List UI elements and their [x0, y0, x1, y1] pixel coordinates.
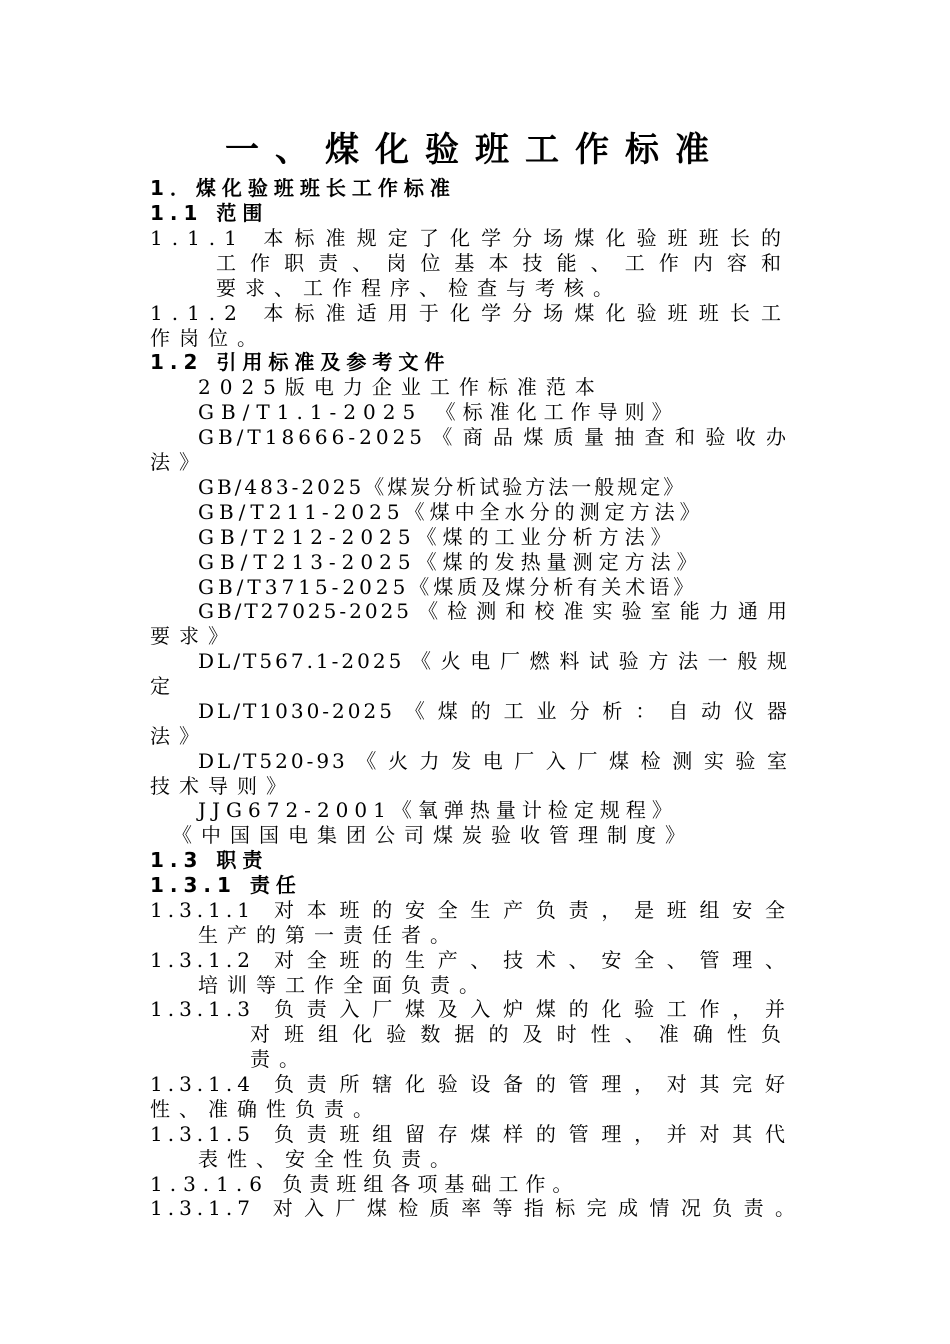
reference-item: 《中国国电集团公司煤炭验收管理制度》: [172, 823, 694, 847]
document-title: 一、煤化验班工作标准: [225, 130, 725, 170]
reference-item: GB/T27025-2025《检测和校准实验室能力通用: [198, 599, 790, 623]
section-heading-1-1: 1.1 范围: [150, 201, 269, 225]
reference-item: DL/T1030-2025《煤的工业分析：自动仪器: [198, 699, 790, 723]
paragraph-line: 要求、工作程序、检查与考核。: [216, 276, 622, 300]
reference-item: GB/483-2025《煤炭分析试验方法一般规定》: [198, 475, 687, 499]
paragraph-line: 工作职责、岗位基本技能、工作内容和: [216, 251, 790, 275]
reference-item: 定: [150, 674, 179, 698]
reference-item: DL/T567.1-2025《火电厂燃料试验方法一般规: [198, 649, 790, 673]
reference-item: GB/T211-2025《煤中全水分的测定方法》: [198, 500, 705, 524]
paragraph-line: 1.3.1.2 对全班的生产、技术、安全、管理、: [150, 948, 790, 972]
paragraph-line: 生产的第一责任者。: [198, 923, 459, 947]
paragraph-line: 1.1.1 本标准规定了化学分场煤化验班班长的: [150, 226, 790, 250]
paragraph-line: 培训等工作全面负责。: [198, 973, 488, 997]
reference-item: DL/T520-93《火力发电厂入厂煤检测实验室: [198, 749, 790, 773]
section-heading-1: 1．煤化验班班长工作标准: [150, 176, 456, 200]
reference-item: 技术导则》: [150, 774, 295, 798]
reference-item: 2025版电力企业工作标准范本: [198, 375, 604, 399]
section-heading-1-3: 1.3 职责: [150, 848, 269, 872]
reference-item: 要求》: [150, 624, 237, 648]
paragraph-line: 1.1.2 本标准适用于化学分场煤化验班班长工: [150, 301, 790, 325]
reference-item: GB/T213-2025《煤的发热量测定方法》: [198, 550, 703, 574]
reference-item: 法》: [150, 724, 208, 748]
paragraph-line: 1.3.1.4 负责所辖化验设备的管理，对其完好: [150, 1072, 790, 1096]
reference-item: GB/T18666-2025《商品煤质量抽查和验收办: [198, 425, 790, 449]
reference-item: GB/T212-2025《煤的工业分析方法》: [198, 525, 677, 549]
reference-item: GB/T1.1-2025 《标准化工作导则》: [198, 400, 679, 424]
paragraph-line: 1.3.1.1 对本班的安全生产负责，是班组安全: [150, 898, 790, 922]
paragraph-line: 责。: [250, 1047, 308, 1071]
reference-item: GB/T3715-2025《煤质及煤分析有关术语》: [198, 575, 698, 599]
section-heading-1-2: 1.2 引用标准及参考文件: [150, 350, 451, 374]
section-heading-1-3-1: 1.3.1 责任: [150, 873, 302, 897]
reference-item: 法》: [150, 450, 208, 474]
paragraph-line: 对班组化验数据的及时性、准确性负: [250, 1022, 790, 1046]
paragraph-line: 1.3.1.3 负责入厂煤及入炉煤的化验工作，并: [150, 997, 790, 1021]
paragraph-line: 表性、安全性负责。: [198, 1147, 459, 1171]
paragraph-line: 性、准确性负责。: [150, 1097, 382, 1121]
paragraph-line: 作岗位。: [150, 326, 266, 350]
paragraph-line: 1.3.1.5 负责班组留存煤样的管理，并对其代: [150, 1122, 790, 1146]
paragraph-line: 1.3.1.6 负责班组各项基础工作。: [150, 1172, 580, 1196]
paragraph-line: 1.3.1.7 对入厂煤检质率等指标完成情况负责。: [150, 1196, 800, 1220]
reference-item: JJG672-2001《氧弹热量计检定规程》: [198, 798, 678, 822]
